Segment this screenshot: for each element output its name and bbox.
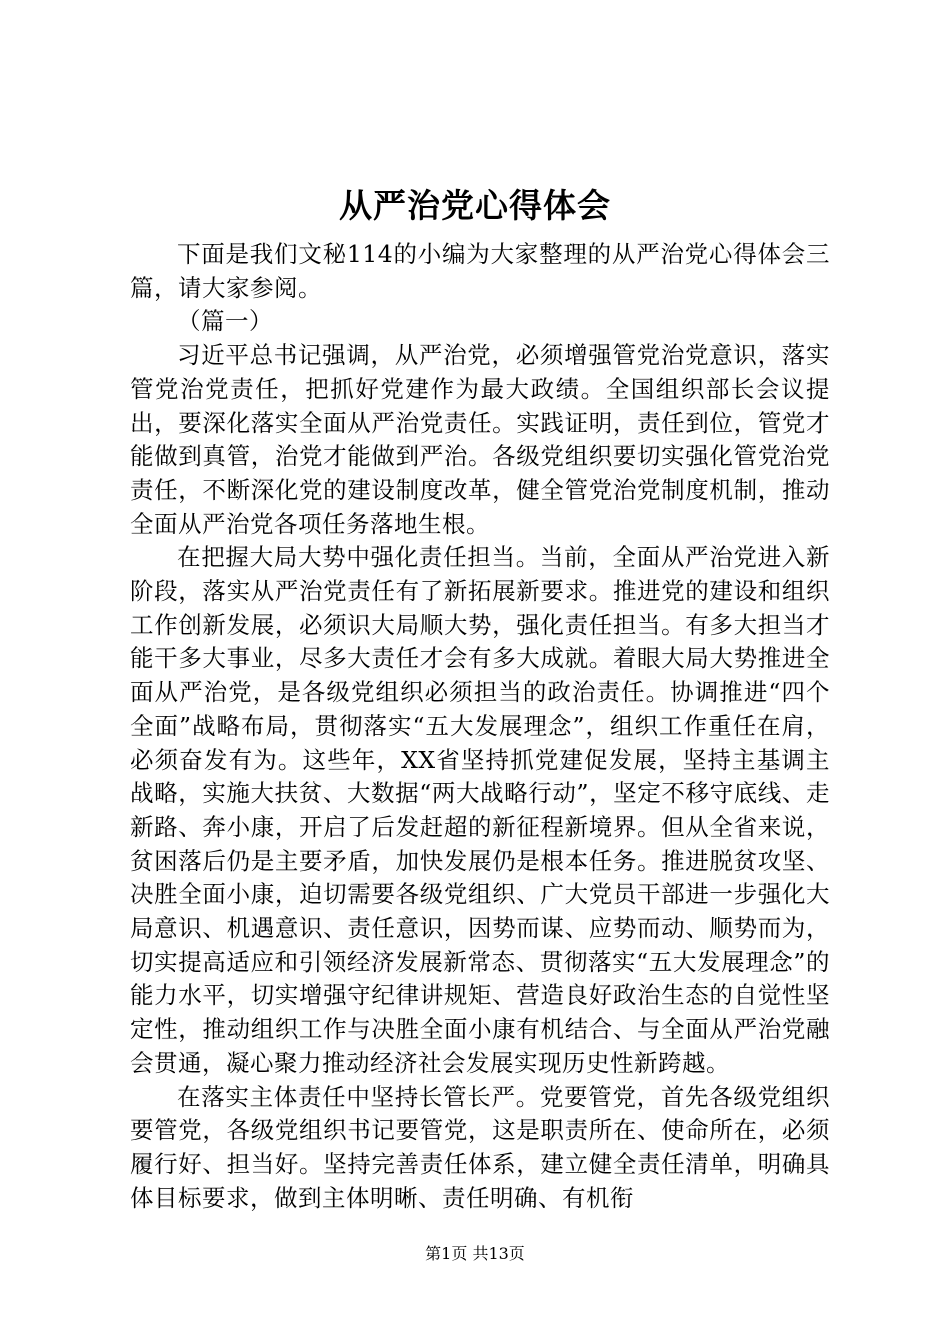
body-paragraph: 习近平总书记强调，从严治党，必须增强管党治党意识，落实管党治党责任，把抓好党建作为最大政绩。全国组织部长会议提出，要深化落实全面从严治党责任。实践证明，责任到位，管党才能做到真管，治党才能做到严治。各级党组织要切实强化管党治党责任，不断深化党的建设制度改革，健全管党治党制度机制，推动全面从严治党各项任务落地生根。	[130, 341, 830, 538]
document-body	[130, 238, 830, 1215]
section-heading: （篇一）	[177, 307, 273, 336]
body-paragraph: 在把握大局大势中强化责任担当。当前，全面从严治党进入新阶段，落实从严治党责任有了新拓展新要求。推进党的建设和组织工作创新发展，必须识大局顺大势，强化责任担当。有多大担当才能干多大事业，尽多大责任才会有多大成就。着眼大局大势推进全面从严治党，是各级党组织必须担当的政治责任。协调推进“四个全面”战略布局，贯彻落实“五大发展理念”，组织工作重任在肩，必须奋发有为。这些年，XX省坚持抓党建促发展，坚持主基调主战略，实施大扶贫、大数据“两大战略行动”，坚定不移守底线、走新路、奔小康，开启了后发赶超的新征程新境界。但从全省来说，贫困落后仍是主要矛盾，加快发展仍是根本任务。推进脱贫攻坚、决胜全面小康，迫切需要各级党组织、广大党员干部进一步强化大局意识、机遇意识、责任意识，因势而谋、应势而动、顺势而为，切实提高适应和引领经济发展新常态、贯彻落实“五大发展理念”的能力水平，切实增强守纪律讲规矩、营造良好政治生态的自觉性坚定性，推动组织工作与决胜全面小康有机结合、与全面从严治党融会贯通，凝心聚力推动经济社会发展实现历史性新跨越。	[130, 543, 830, 1077]
document-title: 从严治党心得体会	[339, 186, 611, 225]
intro-paragraph: 下面是我们文秘114的小编为大家整理的从严治党心得体会三篇，请大家参阅。	[130, 240, 830, 302]
body-paragraph: 在落实主体责任中坚持长管长严。党要管党，首先各级党组织要管党，各级党组织书记要管党，这是职责所在、使命所在，必须履行好、担当好。坚持完善责任体系，建立健全责任清单，明确具体目标要求，做到主体明晰、责任明确、有机衔	[130, 1082, 830, 1212]
page-number-footer: 第1页 共13页	[425, 1244, 525, 1263]
